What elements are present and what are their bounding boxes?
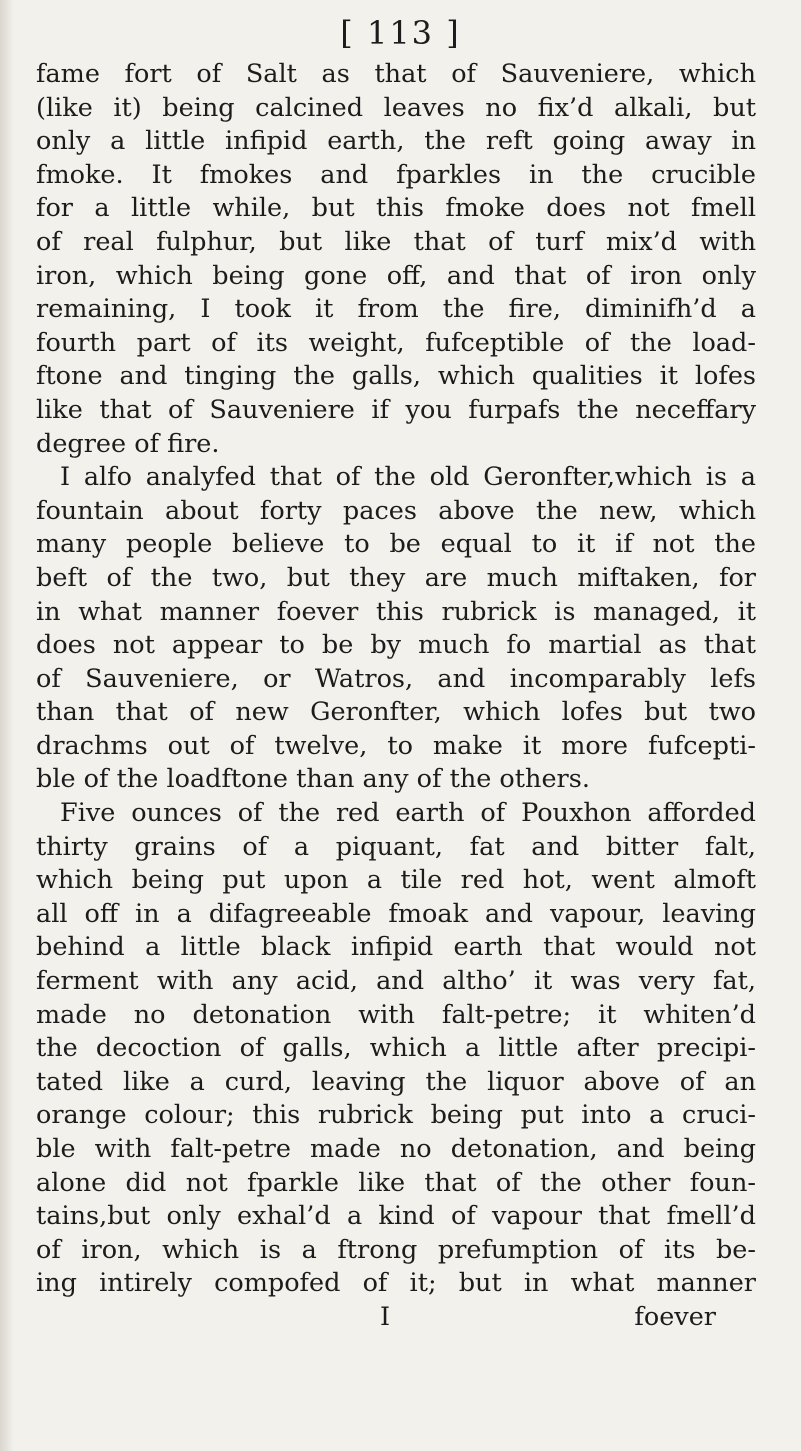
text-line: fountain about forty paces above the new, which (36, 495, 756, 526)
text-line: of Sauveniere, or Watros, and incomparably lefs (36, 663, 756, 694)
text-line: Five ounces of the red earth of Pouxhon afforded (60, 798, 756, 829)
text-line: only a little infipid earth, the reft going away in (36, 126, 756, 157)
text-line: in what manner foever this rubrick is managed, it (36, 596, 756, 627)
text-line: ftone and tinging the galls, which qualities it lofes (36, 361, 756, 392)
text-line: of iron, which is a ftrong prefumption of its be- (36, 1234, 756, 1265)
text-line: I alfo analyfed that of the old Geronfter,which is a (60, 462, 756, 493)
text-line: does not appear to be by much fo martial as that (36, 630, 756, 661)
text-line: (like it) being calcined leaves no fix’d alkali, but (36, 92, 756, 123)
page-number: [ 113 ] (340, 14, 461, 52)
text-line: behind a little black infipid earth that would not (36, 932, 756, 963)
text-line: tated like a curd, leaving the liquor above of an (36, 1066, 756, 1097)
body-text (36, 58, 756, 1335)
text-line: ble with falt-petre made no detonation, and being (36, 1134, 756, 1164)
text-line: fourth part of its weight, fufceptible of the load- (36, 327, 756, 358)
text-line: which being put upon a tile red hot, went almoft (36, 865, 756, 896)
text-line: made no detonation with falt-petre; it whiten’d (36, 999, 756, 1030)
text-line: fame fort of Salt as that of Sauveniere, which (36, 59, 756, 89)
page-footer (36, 1301, 756, 1335)
text-line: thirty grains of a piquant, fat and bitter falt, (36, 831, 756, 862)
catchword: foever (634, 1301, 716, 1332)
text-line: remaining, I took it from the fire, diminifh’d a (36, 294, 756, 325)
text-line: alone did not fparkle like that of the other foun- (36, 1167, 756, 1198)
page-gutter-shadow (0, 0, 14, 1451)
text-line: ferment with any acid, and altho’ it was very fat, (36, 966, 756, 997)
text-line: tains,but only exhal’d a kind of vapour that fmell’d (36, 1201, 756, 1232)
text-line: beft of the two, but they are much miftaken, for (36, 562, 756, 593)
text-line: iron, which being gone off, and that of iron only (36, 260, 756, 291)
text-line: many people believe to be equal to it if not the (36, 529, 756, 560)
text-line: of real fulphur, but like that of turf mix’d with (36, 226, 756, 257)
text-line: orange colour; this rubrick being put into a cruci- (36, 1100, 756, 1131)
text-line: ing intirely compofed of it; but in what manner (36, 1268, 756, 1299)
text-line: all off in a difagreeable fmoak and vapour, leaving (36, 898, 756, 929)
text-line: degree of fire. (36, 428, 220, 459)
text-line: like that of Sauveniere if you furpafs the neceffary (36, 394, 756, 425)
text-line: drachms out of twelve, to make it more fufcepti- (36, 730, 756, 761)
text-line: fmoke. It fmokes and fparkles in the crucible (36, 159, 756, 190)
text-line: than that of new Geronfter, which lofes but two (36, 697, 756, 728)
text-line: for a little while, but this fmoke does not fmell (36, 193, 756, 224)
text-line: the decoction of galls, which a little after precipi- (36, 1033, 756, 1064)
signature-mark: I (380, 1301, 391, 1332)
text-line: ble of the loadftone than any of the others. (36, 764, 590, 795)
